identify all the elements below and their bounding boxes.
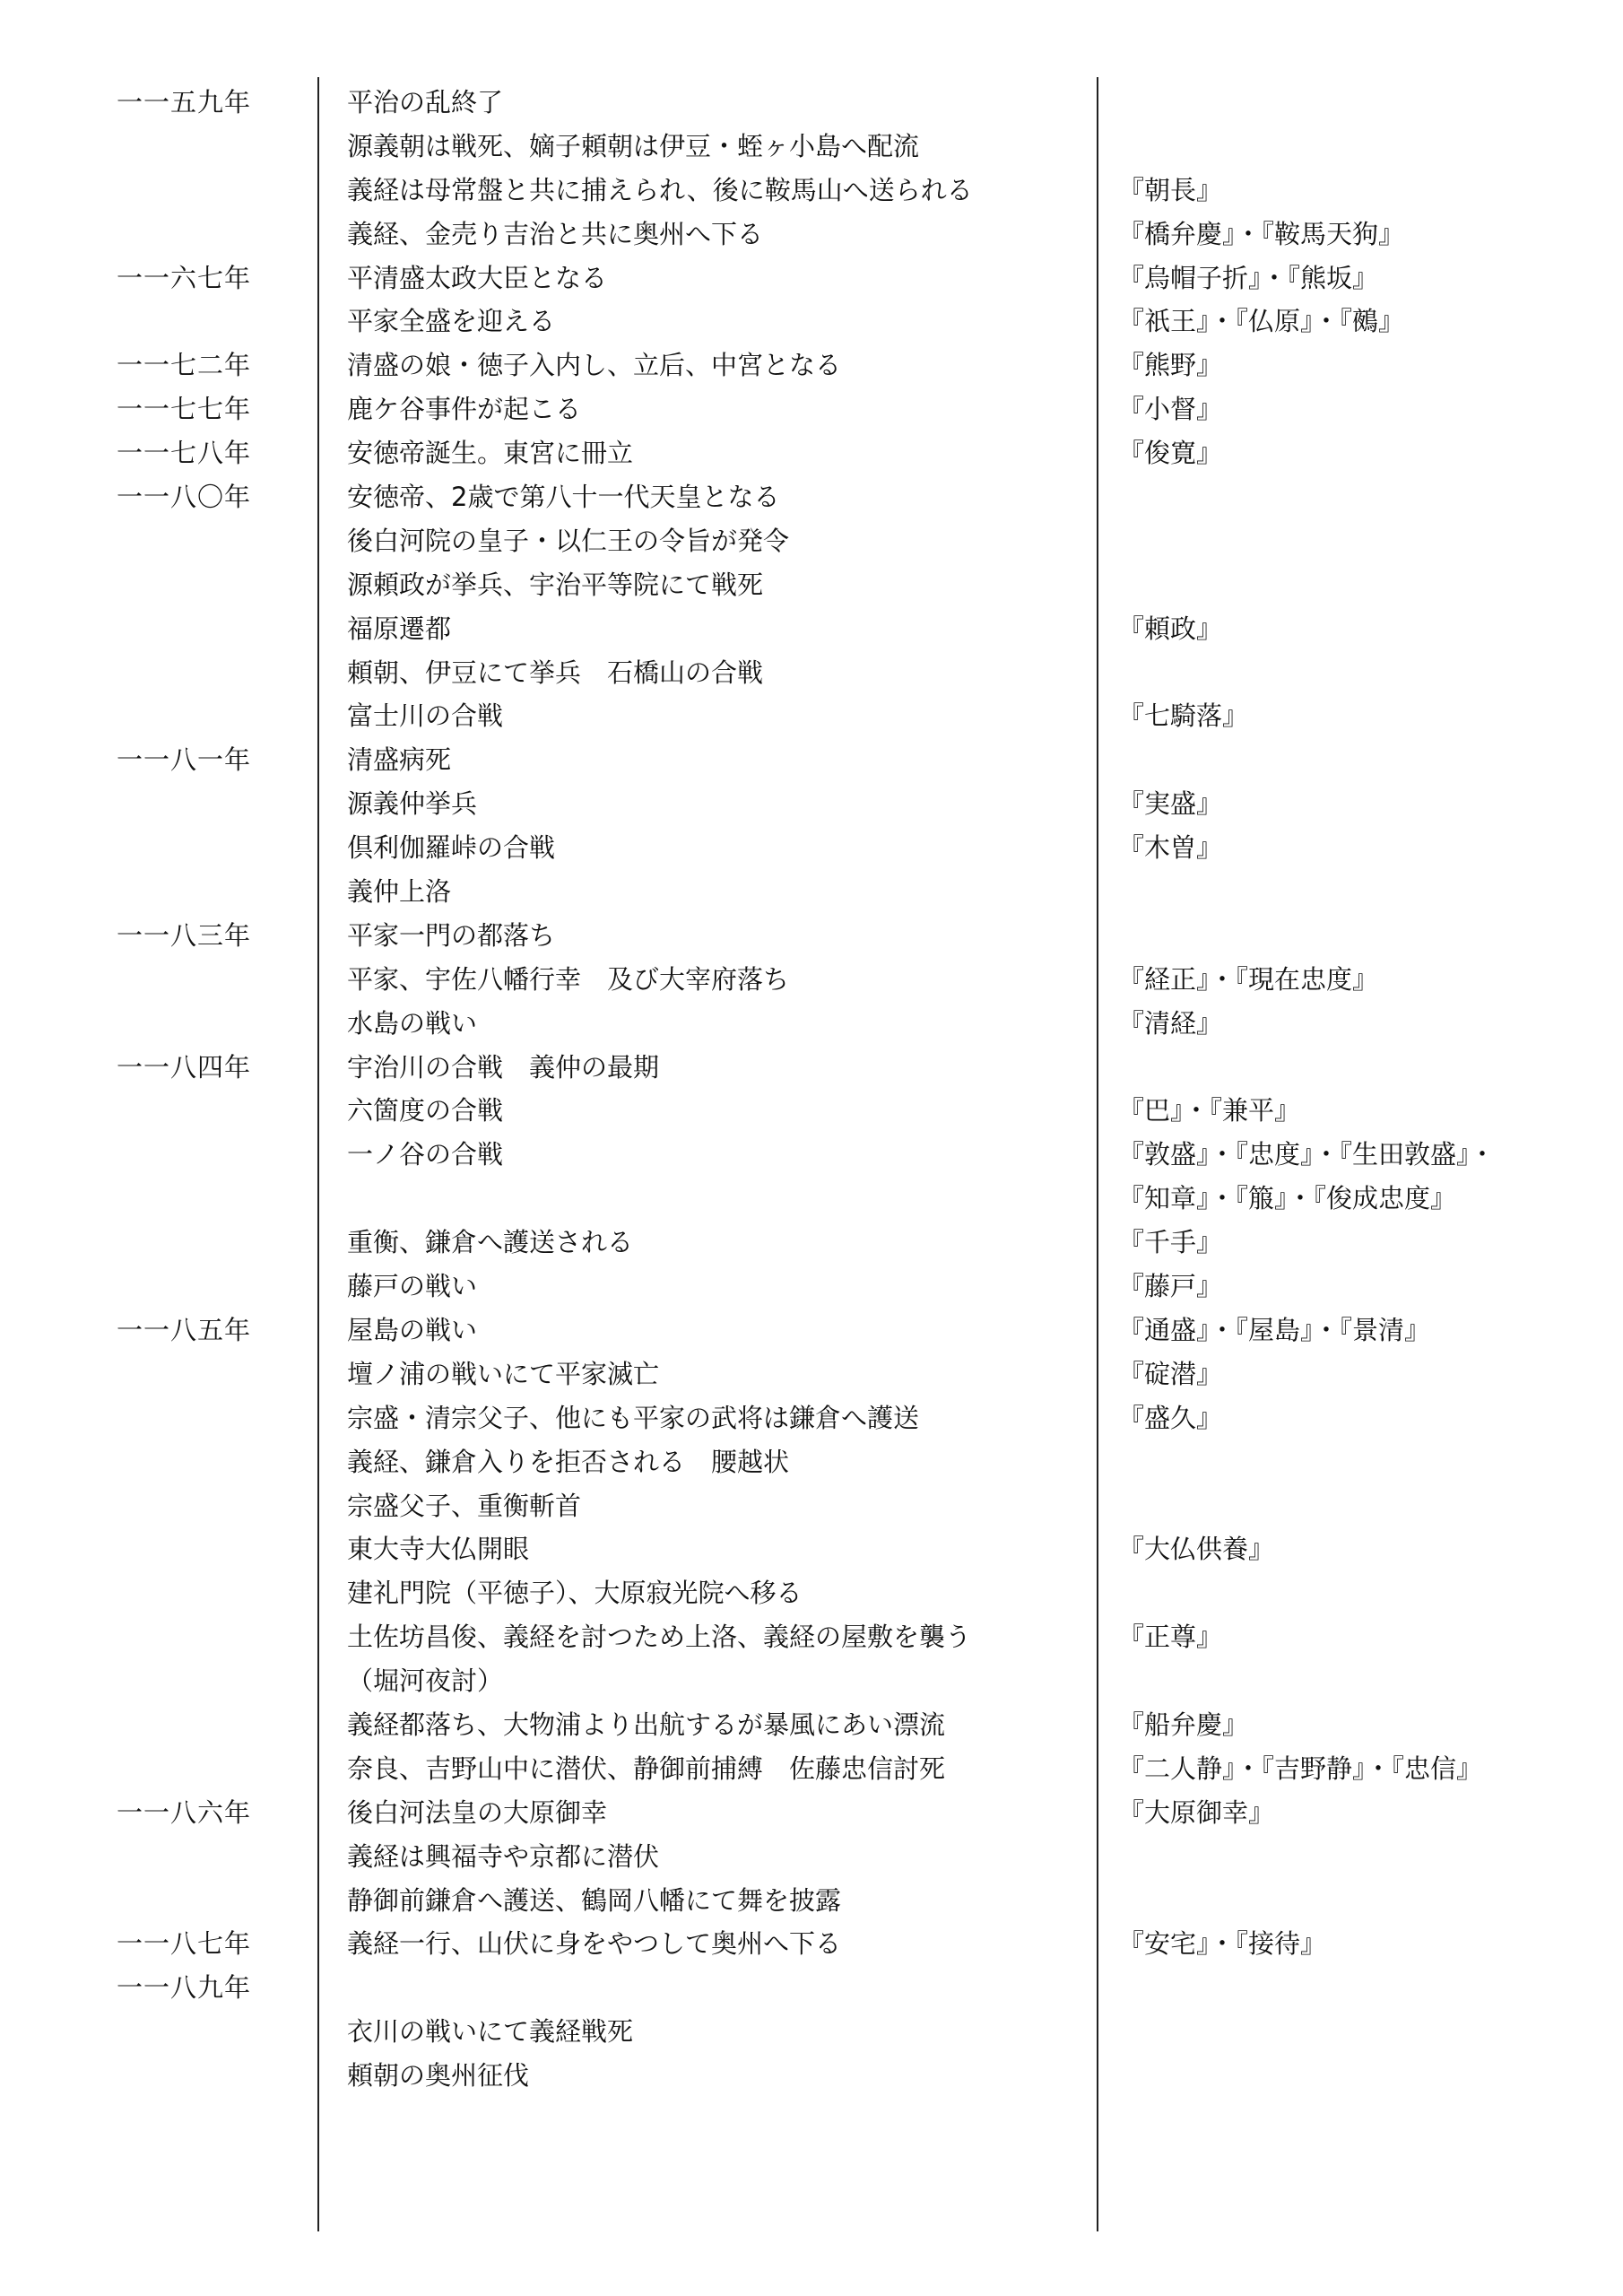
timeline-row [0, 2010, 1623, 2054]
event-cell: 建礼門院（平徳子）、大原寂光院へ移る [347, 1578, 803, 1609]
event-cell: 義経一行、山伏に身をやつして奥州へ下る [347, 1928, 842, 1960]
timeline-row [0, 1002, 1623, 1046]
timeline-row [0, 1440, 1623, 1484]
noh-plays-cell: 『正尊』 [1118, 1622, 1223, 1653]
event-cell: 平家全盛を迎える [347, 306, 556, 337]
year-cell: 一一八一年 [117, 744, 252, 776]
event-cell: 清盛病死 [347, 744, 452, 776]
timeline-row [0, 1966, 1623, 2010]
event-cell: 義経都落ち、大物浦より出航するが暴風にあい漂流 [347, 1709, 946, 1740]
event-cell: 後白河法皇の大原御幸 [347, 1796, 608, 1828]
timeline-row [0, 958, 1623, 1002]
event-cell: 頼朝、伊豆にて挙兵 石橋山の合戦 [347, 657, 764, 688]
noh-plays-cell: 『敦盛』・『忠度』・『生田敦盛』・ [1118, 1139, 1496, 1170]
year-cell: 一一八六年 [117, 1796, 252, 1828]
timeline-row [0, 1133, 1623, 1177]
timeline-row [0, 1396, 1623, 1440]
event-cell: 義経、鎌倉入りを拒否される 腰越状 [347, 1446, 790, 1477]
noh-plays-cell: 『熊野』 [1118, 350, 1223, 381]
noh-plays-cell: 『通盛』・『屋島』・『景清』 [1118, 1314, 1431, 1345]
noh-plays-cell: 『朝長』 [1118, 174, 1223, 205]
timeline-row [0, 519, 1623, 563]
timeline-row [0, 870, 1623, 914]
timeline-row [0, 1089, 1623, 1133]
event-cell: 宇治川の合戦 義仲の最期 [347, 1051, 660, 1083]
timeline-row [0, 344, 1623, 387]
noh-plays-cell: 『盛久』 [1118, 1402, 1223, 1433]
timeline-row [0, 914, 1623, 958]
event-cell: 後白河院の皇子・以仁王の令旨が発令 [347, 525, 790, 556]
timeline-row [0, 1046, 1623, 1090]
year-cell: 一一七八年 [117, 438, 252, 469]
event-cell: 義仲上洛 [347, 876, 452, 908]
timeline-row [0, 1747, 1623, 1791]
timeline-row [0, 1571, 1623, 1615]
event-cell: 屋島の戦い [347, 1314, 478, 1345]
event-cell: 土佐坊昌俊、義経を討つため上洛、義経の屋敷を襲う [347, 1622, 972, 1653]
noh-plays-cell: 『頼政』 [1118, 613, 1223, 644]
chronology-table [0, 81, 1623, 2098]
year-cell: 一一八九年 [117, 1972, 252, 2004]
timeline-row [0, 1527, 1623, 1571]
timeline-row [0, 1615, 1623, 1659]
timeline-row [0, 1922, 1623, 1966]
noh-plays-cell: 『大仏供養』 [1118, 1534, 1275, 1565]
timeline-row [0, 1659, 1623, 1703]
noh-plays-cell: 『安宅』・『接待』 [1118, 1928, 1327, 1960]
event-cell: 安徳帝、2歳で第八十一代天皇となる [347, 482, 780, 513]
year-cell: 一一七七年 [117, 394, 252, 425]
year-cell: 一一八四年 [117, 1051, 252, 1083]
event-cell: 重衡、鎌倉へ護送される [347, 1227, 634, 1258]
timeline-row [0, 1791, 1623, 1835]
timeline-row [0, 257, 1623, 300]
event-cell: 福原遷都 [347, 613, 452, 644]
year-cell: 一一八七年 [117, 1928, 252, 1960]
timeline-row [0, 694, 1623, 738]
noh-plays-cell: 『知章』・『箙』・『俊成忠度』 [1118, 1183, 1457, 1214]
event-cell: 倶利伽羅峠の合戦 [347, 832, 556, 864]
event-cell: 宗盛父子、重衡斬首 [347, 1490, 582, 1521]
event-cell: 義経は興福寺や京都に潜伏 [347, 1840, 660, 1872]
timeline-row [0, 1309, 1623, 1352]
noh-plays-cell: 『経正』・『現在忠度』 [1118, 963, 1379, 995]
noh-plays-cell: 『碇潜』 [1118, 1358, 1223, 1389]
timeline-row [0, 826, 1623, 870]
timeline-row [0, 1265, 1623, 1309]
event-cell: （堀河夜討） [347, 1665, 504, 1697]
noh-plays-cell: 『巴』・『兼平』 [1118, 1095, 1301, 1126]
noh-plays-cell: 『木曽』 [1118, 832, 1223, 864]
noh-plays-cell: 『七騎落』 [1118, 700, 1249, 732]
event-cell: 静御前鎌倉へ護送、鶴岡八幡にて舞を披露 [347, 1884, 842, 1916]
year-cell: 一一七二年 [117, 350, 252, 381]
event-cell: 頼朝の奥州征伐 [347, 2060, 530, 2092]
noh-plays-cell: 『烏帽子折』・『熊坂』 [1118, 262, 1379, 293]
noh-plays-cell: 『祇王』・『仏原』・『鵺』 [1118, 306, 1405, 337]
event-cell: 安徳帝誕生。東宮に冊立 [347, 438, 634, 469]
timeline-row [0, 1352, 1623, 1396]
event-cell: 平家一門の都落ち [347, 919, 556, 951]
noh-plays-cell: 『千手』 [1118, 1227, 1223, 1258]
event-cell: 六箇度の合戦 [347, 1095, 504, 1126]
timeline-row [0, 1221, 1623, 1265]
noh-plays-cell: 『二人静』・『吉野静』・『忠信』 [1118, 1752, 1483, 1784]
event-cell: 藤戸の戦い [347, 1271, 478, 1302]
timeline-row [0, 475, 1623, 519]
timeline-row [0, 607, 1623, 651]
timeline-row [0, 1484, 1623, 1528]
timeline-row [0, 738, 1623, 782]
event-cell: 平治の乱終了 [347, 87, 504, 117]
event-cell: 義経、金売り吉治と共に奥州へ下る [347, 218, 764, 249]
timeline-row [0, 169, 1623, 213]
year-cell: 一一八三年 [117, 919, 252, 951]
event-cell: 奈良、吉野山中に潜伏、静御前捕縛 佐藤忠信討死 [347, 1752, 946, 1784]
timeline-row [0, 782, 1623, 826]
year-cell: 一一八〇年 [117, 482, 252, 513]
timeline-row [0, 2054, 1623, 2098]
timeline-row [0, 387, 1623, 431]
event-cell: 平家、宇佐八幡行幸 及び大宰府落ち [347, 963, 790, 995]
event-cell: 清盛の娘・徳子入内し、立后、中宮となる [347, 350, 842, 381]
timeline-row [0, 1703, 1623, 1747]
event-cell: 源義仲挙兵 [347, 788, 478, 820]
event-cell: 衣川の戦いにて義経戦死 [347, 2016, 634, 2048]
noh-plays-cell: 『実盛』 [1118, 788, 1223, 820]
timeline-row [0, 563, 1623, 607]
year-cell: 一一六七年 [117, 262, 252, 293]
year-cell: 一一五九年 [117, 87, 252, 117]
event-cell: 鹿ケ谷事件が起こる [347, 394, 582, 425]
timeline-row [0, 125, 1623, 169]
noh-plays-cell: 『藤戸』 [1118, 1271, 1223, 1302]
timeline-row [0, 431, 1623, 475]
timeline-row [0, 213, 1623, 257]
timeline-row [0, 1177, 1623, 1221]
event-cell: 源義朝は戦死、嫡子頼朝は伊豆・蛭ヶ小島へ配流 [347, 130, 920, 161]
event-cell: 水島の戦い [347, 1007, 478, 1039]
event-cell: 一ノ谷の合戦 [347, 1139, 504, 1170]
noh-plays-cell: 『船弁慶』 [1118, 1709, 1249, 1740]
noh-plays-cell: 『小督』 [1118, 394, 1223, 425]
timeline-row [0, 81, 1623, 125]
event-cell: 壇ノ浦の戦いにて平家滅亡 [347, 1358, 660, 1389]
event-cell: 東大寺大仏開眼 [347, 1534, 530, 1565]
timeline-row [0, 300, 1623, 344]
event-cell: 平清盛太政大臣となる [347, 262, 608, 293]
event-cell: 源頼政が挙兵、宇治平等院にて戦死 [347, 569, 764, 600]
noh-plays-cell: 『清経』 [1118, 1007, 1223, 1039]
noh-plays-cell: 『大原御幸』 [1118, 1796, 1275, 1828]
event-cell: 宗盛・清宗父子、他にも平家の武将は鎌倉へ護送 [347, 1402, 920, 1433]
timeline-row [0, 1879, 1623, 1923]
event-cell: 富士川の合戦 [347, 700, 504, 732]
noh-plays-cell: 『橋弁慶』・『鞍馬天狗』 [1118, 218, 1405, 249]
noh-plays-cell: 『俊寛』 [1118, 438, 1223, 469]
timeline-row [0, 1835, 1623, 1879]
timeline-row [0, 651, 1623, 695]
event-cell: 義経は母常盤と共に捕えられ、後に鞍馬山へ送られる [347, 174, 973, 205]
year-cell: 一一八五年 [117, 1314, 252, 1345]
